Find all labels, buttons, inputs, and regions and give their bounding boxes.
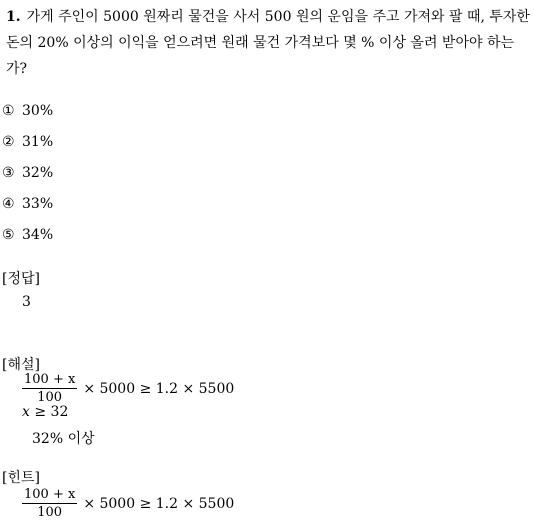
choice-1-mark: ① [2, 103, 15, 119]
hint-fraction-denominator: 100 [37, 505, 63, 520]
question [6, 4, 530, 82]
choice-3[interactable] [2, 165, 53, 181]
solution-fraction [22, 371, 77, 406]
solution-label: [해설] [2, 357, 40, 373]
choice-2[interactable] [2, 134, 53, 150]
solution-fraction-numerator: 100 + x [24, 372, 76, 387]
solution-rhs: × 5000 ≥ 1.2 × 5500 [83, 380, 235, 397]
answer-label: [정답] [2, 271, 40, 287]
question-number: 1. [6, 9, 21, 25]
choice-4-text: 33% [22, 196, 54, 212]
choice-4-mark: ④ [2, 196, 15, 212]
question-text: 가게 주인이 5000 원짜리 물건을 사서 500 원의 운임을 주고 가져와 팔 때, 투자한 돈의 20% 이상의 이익을 얻으려면 원래 물건 가격보다 몇 % 이상 올려 받아야 하는가? [6, 9, 530, 77]
choice-3-text: 32% [22, 165, 54, 181]
solution-variable: x [22, 404, 30, 420]
hint-fraction [22, 486, 77, 521]
choice-5[interactable] [2, 227, 53, 243]
hint-fraction-numerator: 100 + x [24, 487, 76, 502]
solution-fraction-denominator: 100 [37, 390, 63, 405]
hint-label: [힌트] [2, 470, 40, 486]
solution-equation [22, 371, 234, 406]
choice-1[interactable] [2, 103, 53, 119]
choice-5-mark: ⑤ [2, 227, 15, 243]
choice-3-mark: ③ [2, 165, 15, 181]
answer-value: 3 [22, 294, 31, 310]
solution-inequality-rhs: ≥ 32 [34, 404, 69, 420]
choice-2-text: 31% [22, 134, 54, 150]
hint-equation [22, 486, 234, 521]
hint-rhs: × 5000 ≥ 1.2 × 5500 [83, 495, 235, 512]
choice-1-text: 30% [22, 103, 54, 119]
choice-5-text: 34% [22, 227, 54, 243]
solution-result: 32% 이상 [32, 431, 95, 447]
choice-2-mark: ② [2, 134, 15, 150]
solution-inequality [22, 404, 68, 420]
choice-4[interactable] [2, 196, 53, 212]
